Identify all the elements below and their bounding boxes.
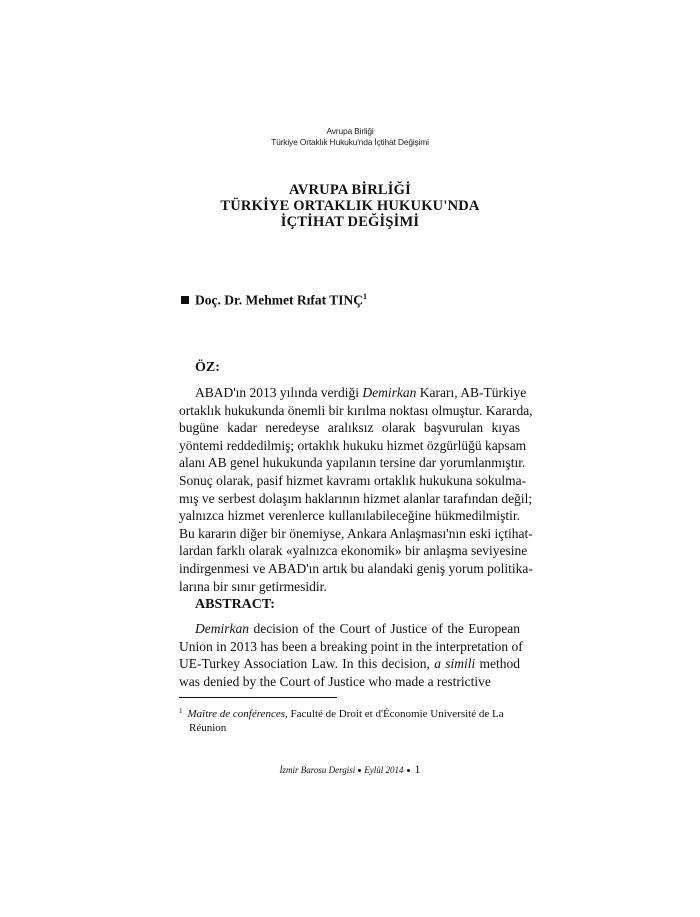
text-run: alanı AB genel hukukunda yapılanın tersine dar yorumlanmıştır. bbox=[179, 455, 526, 471]
text-run: yalnızca hizmet verenlerce kullanılabileceğine hükmedilmiştir. bbox=[179, 508, 520, 524]
text-run: lardan farklı olarak «yalnızca ekonomik» bir anlaşma seviyesine bbox=[179, 543, 528, 559]
footnote-italic: Maître de conférences bbox=[187, 708, 286, 720]
text-run: Sonuç olarak, pasif hizmet kavramı ortaklık hukukuna sokulma- bbox=[179, 472, 527, 488]
italic-term: a simili bbox=[434, 656, 476, 672]
author-name: Doç. Dr. Mehmet Rıfat TINÇ bbox=[195, 292, 363, 308]
running-header bbox=[0, 126, 700, 148]
text-run: Kararı, AB-Türkiye bbox=[416, 385, 527, 400]
footnote bbox=[179, 704, 520, 735]
text-run: decision of the Court of Justice of the European bbox=[249, 621, 520, 636]
separator-dot-icon bbox=[358, 769, 361, 772]
separator-dot-icon bbox=[407, 769, 410, 772]
oz-line bbox=[179, 525, 533, 543]
footnote-text: , Faculté de Droit et d'Économie Université de La bbox=[285, 708, 504, 720]
oz-line bbox=[179, 419, 520, 437]
footnote-mark: 1 bbox=[179, 707, 183, 715]
author-footnote-ref[interactable]: 1 bbox=[362, 292, 367, 301]
italic-term: Demirkan bbox=[195, 621, 249, 636]
oz-line bbox=[179, 560, 533, 578]
oz-line bbox=[179, 472, 527, 490]
footnote-continuation: Réunion bbox=[189, 722, 227, 734]
text-run: larına bir sınır getirmesidir. bbox=[179, 578, 327, 594]
oz-line bbox=[179, 542, 528, 560]
text-run: Bu kararın diğer bir önemiyse, Ankara Anlaşması'nın eski içtihat- bbox=[179, 525, 533, 541]
article-title bbox=[0, 182, 700, 230]
author-line bbox=[181, 292, 367, 309]
issue-date: Eylül 2014 bbox=[364, 765, 404, 775]
abstract-line bbox=[179, 655, 520, 673]
oz-line bbox=[179, 384, 527, 402]
italic-term: Demirkan bbox=[362, 385, 417, 400]
page-number: 1 bbox=[414, 762, 421, 776]
oz-line bbox=[179, 454, 526, 472]
running-header-line-1: Avrupa Birliği bbox=[326, 126, 374, 136]
journal-name: İzmir Barosu Dergisi bbox=[279, 765, 356, 775]
bullet-square-icon bbox=[181, 296, 189, 304]
abstract-line bbox=[179, 638, 523, 656]
oz-heading: ÖZ: bbox=[195, 360, 220, 375]
oz-line bbox=[179, 578, 520, 596]
oz-line bbox=[179, 437, 527, 455]
abstract-line bbox=[179, 673, 520, 691]
oz-line bbox=[179, 402, 533, 420]
abstract-heading: ABSTRACT: bbox=[195, 597, 275, 612]
page-footer bbox=[0, 762, 700, 777]
text-run: mış ve serbest dolaşım haklarının hizmet alanlar tarafından değil; bbox=[179, 490, 533, 506]
footnote-divider bbox=[179, 697, 337, 698]
oz-line bbox=[179, 507, 520, 525]
text-run: indirgenmesi ve ABAD'ın artık bu alandaki geniş yorum politika- bbox=[179, 560, 533, 576]
text-run: ABAD'ın 2013 yılında verdiği bbox=[195, 385, 363, 400]
oz-paragraph bbox=[179, 384, 533, 595]
text-run: bugüne kadar neredeyse aralıksız olarak başvurulan kıyas bbox=[179, 420, 520, 436]
text-run: method bbox=[475, 656, 520, 672]
text-run: Union in 2013 has been a breaking point in the interpretation of bbox=[179, 638, 523, 654]
text-run: yöntemi reddedilmiş; ortaklık hukuku hizmet özgürlüğü kapsam bbox=[179, 437, 527, 453]
abstract-line bbox=[179, 620, 520, 638]
title-line-2: TÜRKİYE ORTAKLIK HUKUKU'NDA bbox=[220, 198, 480, 214]
text-run: ortaklık hukukunda önemli bir kırılma noktası olmuştur. Kararda, bbox=[179, 402, 533, 418]
abstract-paragraph bbox=[179, 620, 523, 690]
running-header-line-2: Türkiye Ortaklık Hukuku'nda İçtihat Değişimi bbox=[271, 137, 429, 147]
title-line-1: AVRUPA BİRLİĞİ bbox=[289, 182, 411, 198]
title-line-3: İÇTİHAT DEĞİŞİMİ bbox=[280, 214, 420, 230]
oz-line bbox=[179, 490, 533, 508]
text-run: was denied by the Court of Justice who made a restrictive bbox=[179, 673, 491, 689]
text-run: UE-Turkey Association Law. In this decision, bbox=[179, 656, 435, 672]
